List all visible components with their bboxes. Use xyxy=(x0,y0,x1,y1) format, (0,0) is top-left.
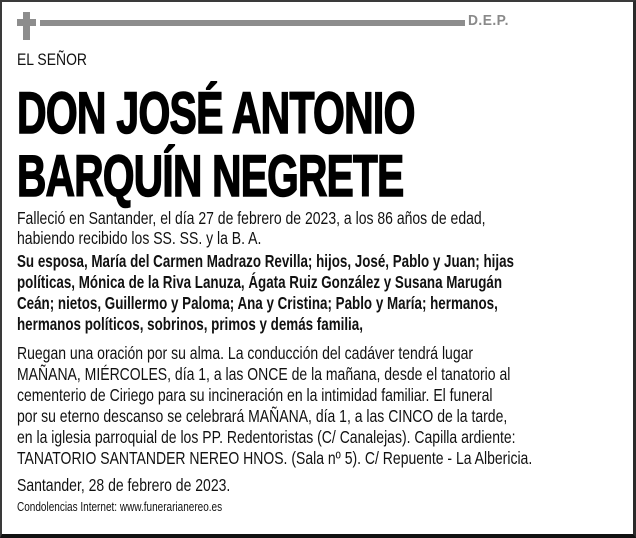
family-line: hermanos políticos, sobrinos, primos y demás familia, xyxy=(17,314,363,334)
service-line: cementerio de Ciriego para su incineración en la intimidad familiar. El funeral xyxy=(17,385,493,405)
honorific: EL SEÑOR xyxy=(17,50,87,69)
place-date: Santander, 28 de febrero de 2023. xyxy=(17,475,231,495)
condolences-link[interactable]: Condolencias Internet: www.funerarianereo.es xyxy=(17,500,223,514)
cross-icon-arm xyxy=(17,19,36,26)
family-line: Su esposa, María del Carmen Madrazo Revilla; hijos, José, Pablo y Juan; hijas xyxy=(17,251,514,271)
family-line: Ceán; nietos, Guillermo y Paloma; Ana y Cristina; Pablo y María; hermanos, xyxy=(17,293,498,313)
cross-icon xyxy=(23,12,30,40)
service-line: por su eterno descanso se celebrará MAÑANA, día 1, a las CINCO de la tarde, xyxy=(17,406,508,426)
service-line: TANATORIO SANTANDER NEREO HNOS. (Sala nº 5). C/ Repuente - La Albericia. xyxy=(17,448,533,468)
header-rule xyxy=(40,20,465,26)
service-line: en la iglesia parroquial de los PP. Redentoristas (C/ Canalejas). Capilla ardiente: xyxy=(17,427,516,447)
dep-label: D.E.P. xyxy=(468,12,509,29)
service-line: Ruegan una oración por su alma. La conducción del cadáver tendrá lugar xyxy=(17,343,474,363)
deceased-name-line-2: BARQUÍN NEGRETE xyxy=(17,144,404,209)
death-info-line: Falleció en Santander, el día 27 de febrero de 2023, a los 86 años de edad, xyxy=(17,208,486,228)
family-line: políticas, Mónica de la Riva Lanuza, Ágata Ruiz González y Susana Marugán xyxy=(17,272,503,292)
deceased-name-line-1: DON JOSÉ ANTONIO xyxy=(17,81,415,146)
death-info-line: habiendo recibido los SS. SS. y la B. A. xyxy=(17,228,262,248)
service-line: MAÑANA, MIÉRCOLES, día 1, a las ONCE de la mañana, desde el tanatorio al xyxy=(17,364,511,384)
